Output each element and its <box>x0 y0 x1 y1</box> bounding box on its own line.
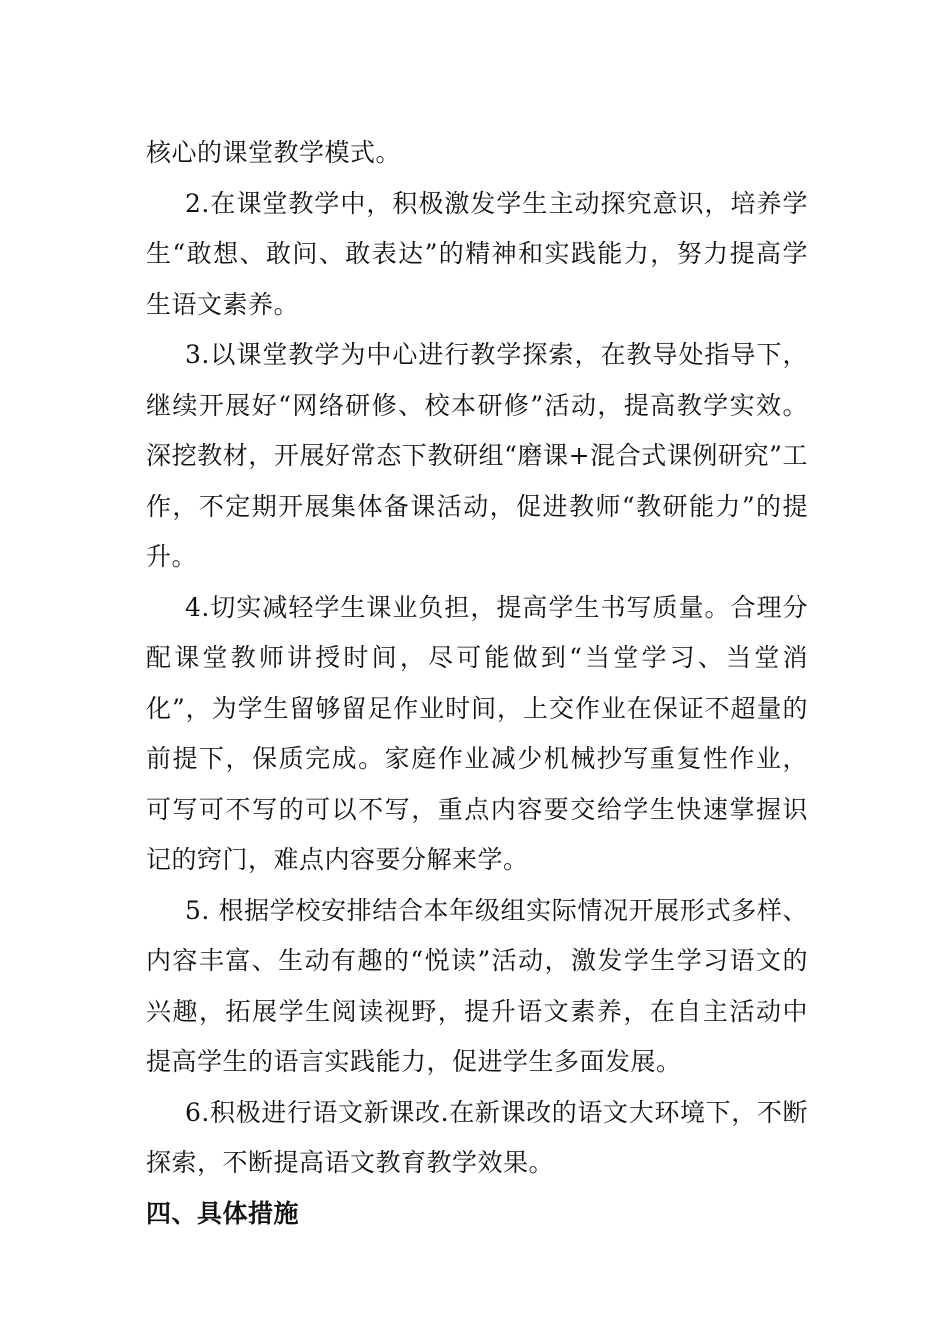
document-body <box>146 128 808 1239</box>
paragraph-continuation: 核心的课堂教学模式。 <box>146 138 402 167</box>
paragraph-item-6: 6.积极进行语文新课改.在新课改的语文大环境下，不断探索，不断提高语文教育教学效果。 <box>146 1097 808 1177</box>
section-heading: 四、具体措施 <box>146 1198 300 1228</box>
paragraph-item-2: 2.在课堂教学中，积极激发学生主动探究意识，培养学生“敢想、敢问、敢表达”的精神和实践能力，努力提高学生语文素养。 <box>146 188 808 319</box>
paragraph-item-5: 5. 根据学校安排结合本年级组实际情况开展形式多样、内容丰富、生动有趣的“悦读”活动，激发学生学习语文的兴趣，拓展学生阅读视野，提升语文素养，在自主活动中提高学生的语言实践能力，促进学生多面发展。 <box>146 895 808 1076</box>
paragraph-item-4: 4.切实减轻学生课业负担，提高学生书写质量。合理分配课堂教师讲授时间，尽可能做到“当堂学习、当堂消化”，为学生留够留足作业时间，上交作业在保证不超量的前提下，保质完成。家庭作业减少机械抄写重复性作业，可写可不写的可以不写，重点内容要交给学生快速掌握识记的窍门，难点内容要分解来学。 <box>146 592 808 874</box>
paragraph-item-3: 3.以课堂教学为中心进行教学探索，在教导处指导下，继续开展好“网络研修、校本研修”活动，提高教学实效。 深挖教材，开展好常态下教研组“磨课+混合式课例研究”工作，不定期开展集体备课活动，促进教师“教研能力”的提升。 <box>146 340 808 571</box>
